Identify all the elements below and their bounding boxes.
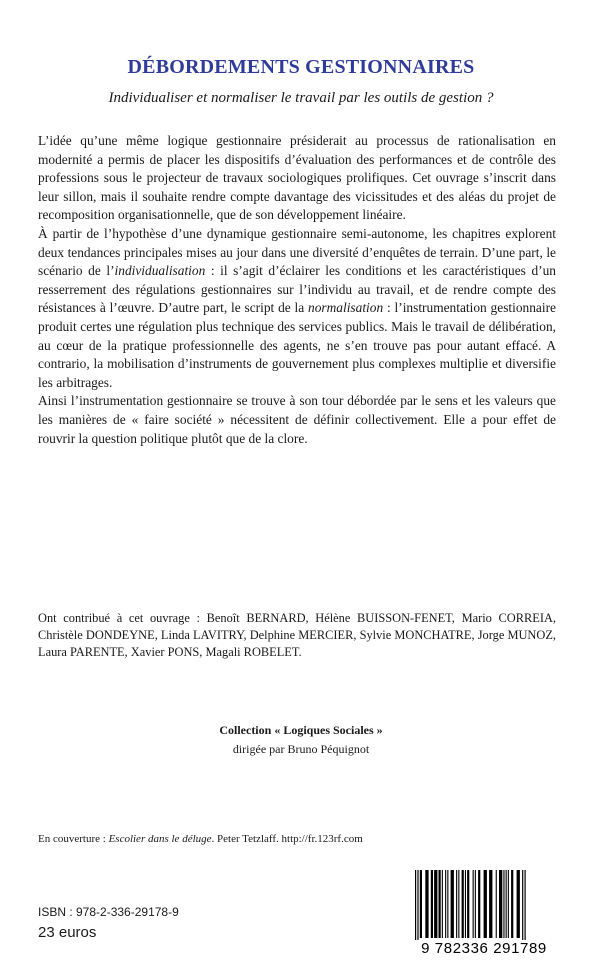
barcode-bar	[496, 870, 497, 938]
barcode-bar	[522, 870, 523, 944]
summary-p2-part-b: : il s’agit d’éclairer les conditions et les caractéristiques d’un resserrement des régulations gestionnaires sur l’individu au travail, et de rendre compte des résistances à l’œuvre. D’autre part, le script de la	[38, 263, 556, 316]
barcode-bar	[506, 870, 507, 938]
cover-credit-work: Escolier dans le déluge	[108, 833, 212, 845]
book-subtitle: Individualiser et normaliser le travail par les outils de gestion ?	[108, 90, 494, 106]
barcode-bar	[445, 870, 446, 938]
barcode-bar	[442, 870, 443, 938]
barcode-bar	[511, 870, 513, 938]
summary-paragraph-2	[38, 225, 556, 392]
summary-p2-part-c: : l’instrumentation gestionnaire produit certes une régulation plus technique des services publics. Mais le travail de délibération, au cœur de la pratique professionnelle des agents, ne s’en trouve pas pour autant effacé. A contrario, la mobilisation d’instruments de gouvernement plus complexes multiplie et diversifie les arbitrages.	[38, 300, 556, 390]
contributors-list: Ont contribué à cet ouvrage : Benoît BERNARD, Hélène BUISSON-FENET, Mario CORREIA, Christèle DONDEYNE, Linda LAVITRY, Delphine MERCIER, Sylvie MONCHATRE, Jorge MUNOZ, Laura PARENTE, Xavier PONS, Magali ROBELET.	[38, 611, 556, 659]
barcode-bar	[456, 870, 457, 938]
barcode-bar	[517, 870, 520, 938]
cover-credit-suffix: . Peter Tetzlaff. http://fr.123rf.com	[211, 833, 363, 845]
price: 23 euros	[38, 924, 97, 941]
summary-text	[38, 132, 556, 448]
summary-p2-part-a: À partir de l’hypothèse d’une dynamique gestionnaire semi-autonome, les chapitres explorent deux tendances principales mises au jour dans une diversité d’enquêtes de terrain. D’une part, le scénario de l’	[38, 225, 556, 279]
book-title: DÉBORDEMENTS GESTIONNAIRES	[127, 56, 475, 78]
barcode-bar	[434, 870, 437, 938]
barcode-bar	[439, 870, 441, 938]
collection-director: dirigée par Bruno Péquignot	[232, 742, 370, 756]
barcode-bar	[475, 870, 476, 938]
cover-credit	[38, 833, 363, 845]
barcode-bar	[508, 870, 509, 938]
barcode-bar	[503, 870, 504, 938]
barcode-bar	[489, 870, 492, 938]
barcode-bar	[431, 870, 433, 938]
emphasis-individualisation: individualisation	[114, 263, 206, 279]
summary-paragraph-3: Ainsi l’instrumentation gestionnaire se trouve à son tour débordée par le sens et les valeurs que les manières de « faire société » nécessitent de définir collectivement. Elle a pour effet de rouvrir la question politique plutôt que de la clore.	[38, 393, 556, 446]
summary-paragraph-1: L’idée qu’une même logique gestionnaire présiderait au processus de rationalisation en modernité a permis de placer les dispositifs d’évaluation des performances et de contrôle des professions sous le projecteur de travaux sociologiques prolifiques. Cet ouvrage s’inscrit dans leur sillon, mais il souhaite rendre compte davantage des vicissitudes et des aléas du projet de recomposition organisationnelle, que de son développement linéaire.	[38, 133, 556, 223]
barcode-bar	[451, 870, 454, 938]
collection-info	[0, 721, 602, 759]
emphasis-normalisation: normalisation	[308, 300, 384, 316]
cover-credit-prefix: En couverture :	[38, 833, 109, 845]
collection-name: Collection « Logiques Sociales »	[219, 723, 383, 737]
barcode-bars	[405, 868, 563, 946]
barcode-bar	[465, 870, 466, 938]
barcode-bar	[473, 870, 474, 938]
isbn: ISBN : 978-2-336-29178-9	[38, 905, 179, 919]
barcode-bar	[458, 870, 459, 938]
barcode-bar	[415, 870, 416, 944]
barcode-bar	[484, 870, 487, 938]
barcode-bar	[462, 870, 464, 938]
barcode-bar	[499, 870, 502, 938]
barcode-bar	[447, 870, 448, 938]
barcode-bar	[425, 870, 428, 938]
barcode	[405, 868, 563, 958]
barcode-bar	[478, 870, 480, 938]
barcode-number: 9 782336 291789	[405, 940, 563, 957]
barcode-bar	[467, 870, 469, 938]
barcode-bar	[417, 870, 418, 944]
barcode-bar	[525, 870, 526, 944]
barcode-bar	[420, 870, 422, 938]
